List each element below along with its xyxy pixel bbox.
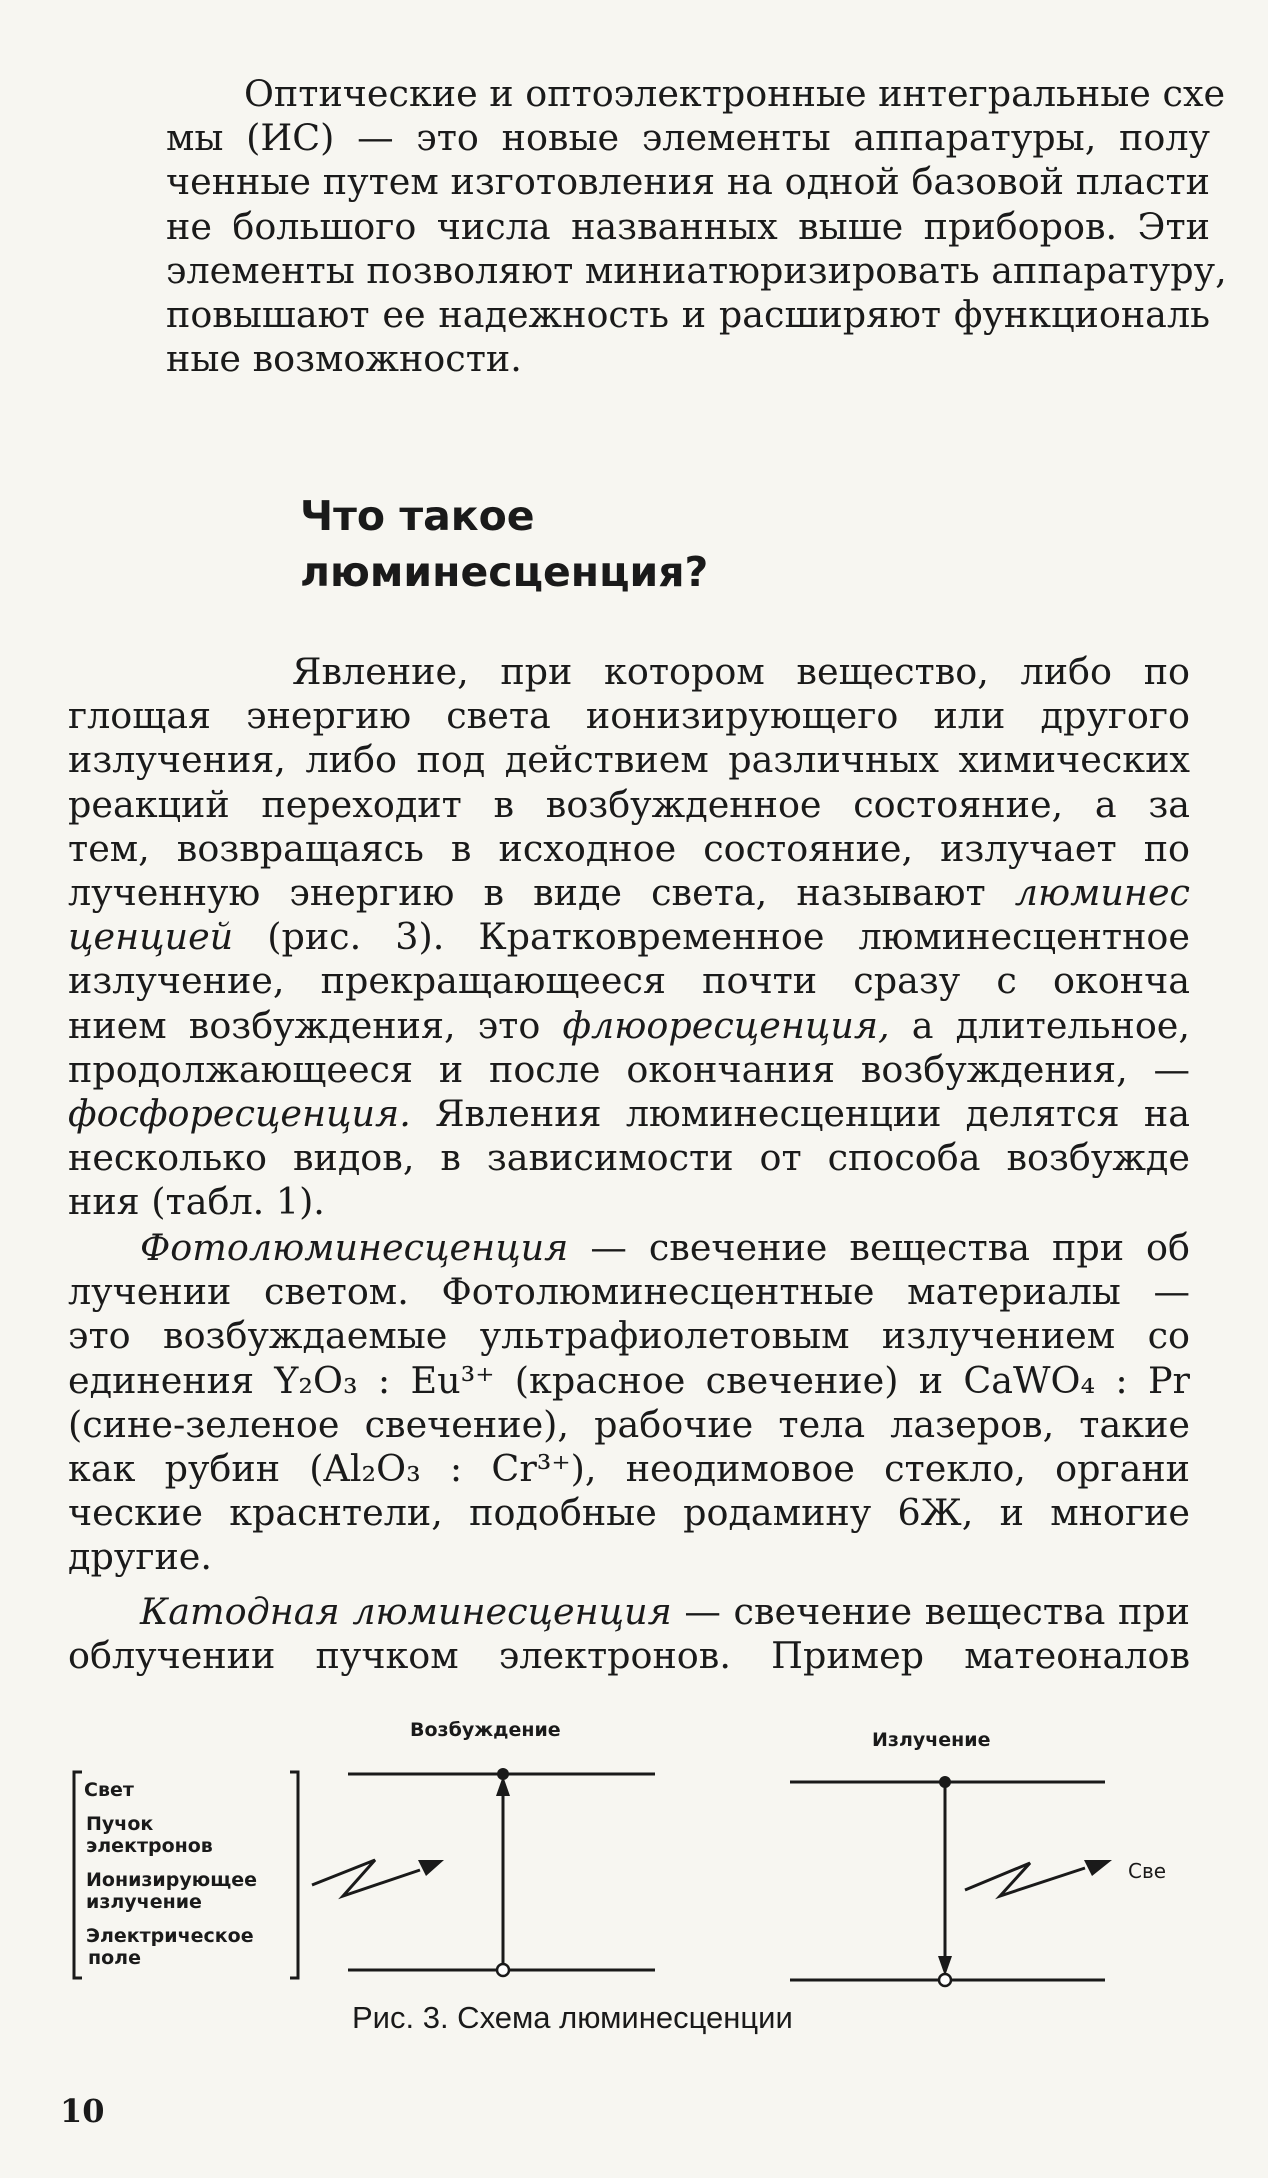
excited-state-dot — [497, 1768, 509, 1780]
source-electric-cont: поле — [88, 1947, 141, 1969]
section-title-line: люминесценция? — [300, 548, 709, 596]
text-run: лученную энергию в виде света, называют — [68, 871, 1015, 915]
text-line: другие. — [68, 1535, 212, 1579]
term-phosphorescence: фосфоресценция. — [68, 1092, 411, 1136]
luminescence-definition-paragraph — [68, 650, 1190, 1225]
source-ionizing-cont: излучение — [86, 1891, 202, 1913]
text-line — [68, 1004, 1190, 1048]
page-number: 10 — [60, 2092, 105, 2130]
text-line: несколько видов, в зависимости от способа возбужде — [68, 1136, 1190, 1180]
source-beam-cont: электронов — [86, 1835, 213, 1857]
incoming-zigzag-arrow — [312, 1860, 420, 1896]
text-line — [68, 1226, 1190, 1270]
text-line: ные возможности. — [166, 337, 522, 381]
ground-state-circle — [939, 1974, 951, 1986]
text-line: (сине-зеленое свечение), рабочие тела лазеров, такие — [68, 1402, 1190, 1446]
left-bracket — [74, 1772, 82, 1978]
section-title-line: Что такое — [300, 492, 535, 540]
text-run: — свечение вещества при об — [568, 1226, 1190, 1269]
text-line — [68, 915, 1190, 959]
text-run: (рис. 3). Кратковременное люминесцентное — [233, 915, 1190, 959]
text-line: облучении пучком электронов. Пример матеоналов — [68, 1634, 1190, 1678]
term-cathodoluminescence: Катодная люминесценция — [140, 1590, 672, 1633]
arrowhead-icon — [1084, 1860, 1112, 1876]
ground-state-circle — [497, 1964, 509, 1976]
source-electric: Электрическое — [86, 1925, 254, 1947]
label-excitation: Возбуждение — [410, 1719, 561, 1741]
text-run: нием возбуждения, это — [68, 1003, 563, 1047]
text-line: мы (ИС) — это новые элементы аппаратуры, полу — [166, 116, 1210, 160]
term-photoluminescence: Фотолюминесценция — [140, 1226, 569, 1269]
text-run: а длительное, — [889, 1003, 1190, 1047]
text-line: тем, возвращаясь в исходное состояние, излучает по — [68, 826, 1190, 870]
text-line: ческие краснтели, подобные родамину 6Ж, и многие — [68, 1491, 1190, 1535]
source-light: Свет — [84, 1779, 134, 1801]
text-line: ченные путем изготовления на одной базовой пласти — [166, 160, 1210, 204]
text-line: это возбуждаемые ультрафиолетовым излучением со — [68, 1314, 1190, 1358]
source-ionizing: Ионизирующее — [86, 1869, 257, 1891]
text-line: реакций переходит в возбужденное состояние, а за — [68, 782, 1190, 826]
text-line: лучении светом. Фотолюминесцентные материалы — — [68, 1270, 1190, 1314]
label-light: Све — [1128, 1859, 1167, 1883]
text-line: единения Y₂O₃ : Eu³⁺ (красное свечение) и CaWO₄ : Pr — [68, 1358, 1190, 1402]
text-run: Явления люминесценции делятся на — [410, 1092, 1190, 1136]
text-line: элементы позволяют миниатюризировать аппаратуру, — [166, 248, 1227, 292]
luminescence-diagram — [0, 1700, 1268, 2000]
text-line — [68, 871, 1190, 915]
text-line: глощая энергию света ионизирующего или другого — [68, 694, 1190, 738]
excited-state-dot — [939, 1776, 951, 1788]
source-beam: Пучок — [86, 1813, 154, 1835]
text-line: ния (табл. 1). — [68, 1180, 325, 1224]
figure-caption: Рис. 3. Схема люминесценции — [352, 2000, 793, 2035]
right-bracket — [290, 1772, 298, 1978]
arrowhead-icon — [418, 1860, 444, 1876]
text-line: не большого числа названных выше приборов. Эти — [166, 204, 1210, 248]
text-line: как рубин (Al₂O₃ : Cr³⁺), неодимовое стекло, органи — [68, 1447, 1190, 1491]
text-line: излучение, прекращающееся почти сразу с оконча — [68, 959, 1190, 1003]
text-line: Явление, при котором вещество, либо по — [292, 650, 1190, 693]
text-line: Оптические и оптоэлектронные интегральные схе — [244, 72, 1226, 115]
intro-paragraph — [88, 72, 1227, 381]
text-line: продолжающееся и после окончания возбуждения, — — [68, 1047, 1190, 1091]
text-line — [68, 1092, 1190, 1136]
text-line: излучения, либо под действием различных химических — [68, 738, 1190, 782]
label-emission: Излучение — [872, 1729, 991, 1751]
outgoing-zigzag-arrow — [965, 1863, 1085, 1896]
text-run: — свечение вещества при — [671, 1590, 1190, 1633]
text-line — [68, 1590, 1190, 1634]
term-luminescence-cont: ценцией — [68, 915, 234, 959]
cathodoluminescence-paragraph — [68, 1590, 1190, 1678]
photoluminescence-paragraph — [68, 1226, 1190, 1580]
section-title — [300, 488, 708, 600]
term-fluorescence: флюоресценция, — [562, 1003, 890, 1047]
term-luminescence: люминес — [1014, 871, 1190, 915]
text-line: повышают ее надежность и расширяют функциональ — [166, 293, 1210, 337]
